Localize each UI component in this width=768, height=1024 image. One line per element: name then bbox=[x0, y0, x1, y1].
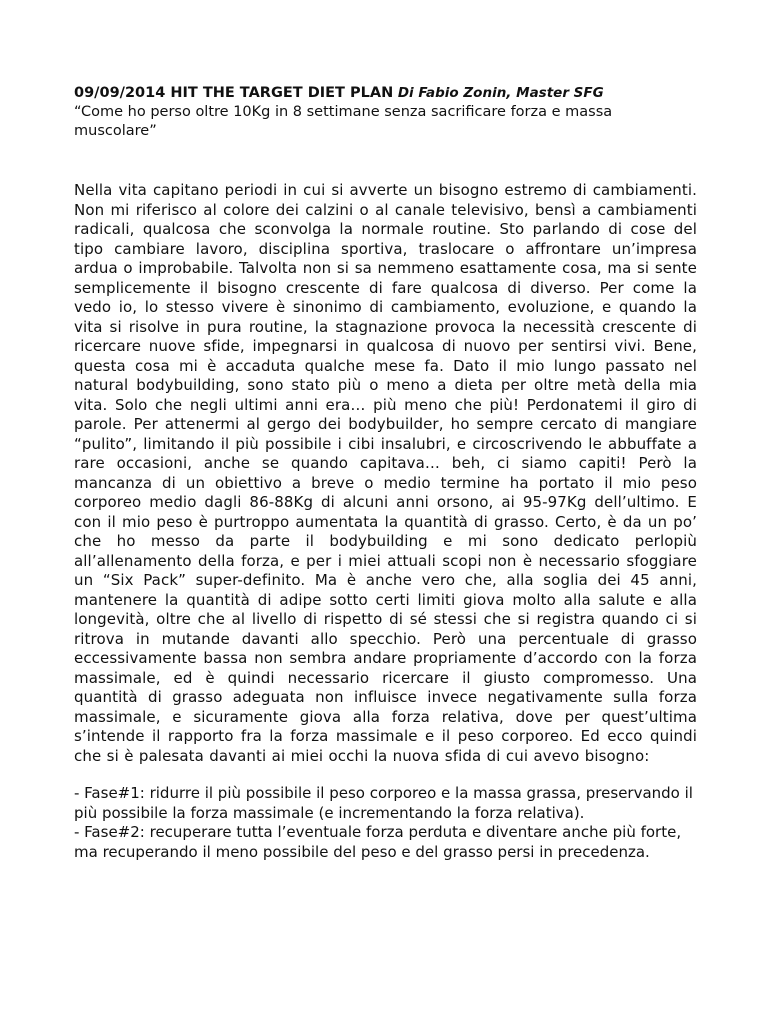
document-title bbox=[74, 84, 697, 103]
phase-list bbox=[74, 784, 697, 862]
body-paragraph: Nella vita capitano periodi in cui si avverte un bisogno estremo di cambiamenti. Non mi riferisco al colore dei calzini o al canale televisivo, bensì a cambiamenti radicali, qualcosa che sconvolga la normale routine. Sto parlando di cose del tipo cambiare lavoro, disciplina sportiva, traslocare o affrontare un’impresa ardua o improbabile. Talvolta non si sa nemmeno esattamente cosa, ma si sente semplicemente il bisogno crescente di fare qualcosa di diverso. Per come la vedo io, lo stesso vivere è sinonimo di cambiamento, evoluzione, e quando la vita si risolve in pura routine, la stagnazione provoca la necessità crescente di ricercare nuove sfide, impegnarsi in qualcosa di nuovo per sentirsi vivi. Bene, questa cosa mi è accaduta qualche mese fa. Dato il mio lungo passato nel natural bodybuilding, sono stato più o meno a dieta per oltre metà della mia vita. Solo che negli ultimi anni era… più meno che più! Perdonatemi il giro di parole. Per attenermi al gergo dei bodybuilder, ho sempre cercato di mangiare “pulito”, limitando il più possibile i cibi insalubri, e circoscrivendo le abbuffate a rare occasioni, anche se quando capitava… beh, ci siamo capiti! Però la mancanza di un obiettivo a breve o medio termine ha portato il mio peso corporeo medio dagli 86-88Kg di alcuni anni orsono, ai 95-97Kg dell’ultimo. E con il mio peso è purtroppo aumentata la quantità di grasso. Certo, è da un po’ che ho messo da parte il bodybuilding e mi sono dedicato perlopiù all’allenamento della forza, e per i miei attuali scopi non è necessario sfoggiare un “Six Pack” super-definito. Ma è anche vero che, alla soglia dei 45 anni, mantenere la quantità di adipe sotto certi limiti giova molto alla salute e alla longevità, oltre che al livello di rispetto di sé stessi che si registra quando ci si ritrova in mutande davanti allo specchio. Però una percentuale di grasso eccessivamente bassa non sembra andare propriamente d’accordo con la forza massimale, ed è quindi necessario ricercare il giusto compromesso. Una quantità di grasso adeguata non influisce invece negativamente sulla forza massimale, e sicuramente giova alla forza relativa, dove per quest’ultima s’intende il rapporto fra la forza massimale e il peso corporeo. Ed ecco quindi che si è palesata davanti ai miei occhi la nuova sfida di cui avevo bisogno: bbox=[74, 181, 697, 765]
document-page bbox=[74, 84, 697, 862]
phase-item-2: - Fase#2: recuperare tutta l’eventuale forza perduta e diventare anche più forte, ma recuperando il meno possibile del peso e del grasso persi in precedenza. bbox=[74, 823, 682, 861]
title-author: Di Fabio Zonin, Master SFG bbox=[397, 85, 604, 101]
title-main: 09/09/2014 HIT THE TARGET DIET PLAN bbox=[74, 85, 394, 101]
phase-item-1: - Fase#1: ridurre il più possibile il peso corporeo e la massa grassa, preservando il più possibile la forza massimale (e incrementando la forza relativa). bbox=[74, 784, 693, 822]
document-subtitle: “Come ho perso oltre 10Kg in 8 settimane senza sacrificare forza e massa muscolare” bbox=[74, 104, 613, 139]
